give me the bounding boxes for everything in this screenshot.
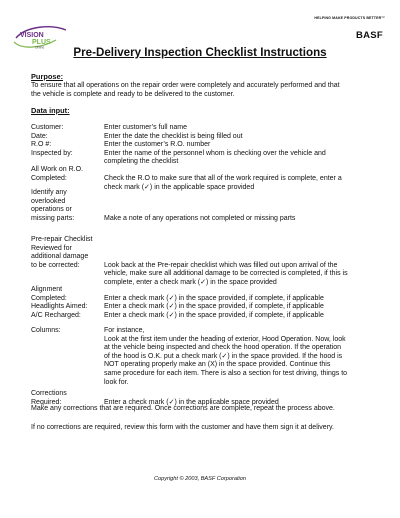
row-description: [104, 150, 378, 167]
row-description-line: [104, 236, 378, 245]
logo-word-online: Online: [35, 45, 45, 50]
row-label: [31, 141, 103, 150]
row-description: [104, 236, 378, 288]
logo-word-vision: VISION: [20, 32, 44, 39]
row-description: [104, 189, 378, 223]
row-description-line: Enter a check mark (✓) in the applicable space provided: [104, 398, 279, 406]
row-description-line: Enter the customer’s R.O. number: [104, 141, 211, 149]
row-label-line: to be corrected:: [31, 261, 80, 269]
row-label-line: Columns:: [31, 327, 61, 334]
closing-line: Make any corrections that are required. Once corrections are complete, repeat the process above.: [31, 405, 335, 412]
row-description-line: [104, 390, 378, 399]
row-description-line: Enter a check mark (✓) in the space provided, if complete, if applicable: [104, 294, 324, 302]
row-label-line: Date:: [31, 132, 48, 140]
row-description-line: Check the R.O to make sure that all of the work required is complete, enter a: [104, 174, 342, 182]
row-label-line: Identify any: [31, 189, 67, 196]
row-label-line: Completed:: [31, 174, 67, 182]
row-label: [31, 166, 103, 183]
row-description-line: Look at the first item under the heading of exterior, Hood Operation. Now, look: [104, 335, 346, 343]
row-description-line: Look back at the Pre-repair checklist which was filled out upon arrival of the: [104, 261, 338, 269]
row-label-line: Completed:: [31, 294, 67, 302]
data-input-heading: Data input:: [31, 106, 70, 115]
row-description: [104, 327, 378, 387]
brand-name: BASF: [355, 30, 383, 41]
row-description-line: look for.: [104, 378, 129, 386]
row-description-line: Make a note of any operations not completed or missing parts: [104, 214, 296, 222]
row-description: [104, 124, 378, 133]
row-description-line: Enter customer’s full name: [104, 124, 187, 131]
row-label-line: additional damage: [31, 253, 89, 261]
row-description-line: Enter a check mark (✓) in the space provided, if complete, if applicable: [104, 311, 324, 319]
row-description-line: [104, 245, 378, 254]
purpose-line: the vehicle is complete and ready to be delivered to the customer.: [31, 91, 235, 98]
purpose-text: [31, 81, 376, 99]
row-description-line: Enter the name of the personnel whom is checking over the vehicle and: [104, 149, 326, 157]
row-description-line: same procedure for each item. There is also a section for test driving, things to: [104, 369, 348, 377]
row-label-line: All Work on R.O.: [31, 166, 83, 174]
copyright-footer: Copyright © 2003, BASF Corporation: [153, 476, 246, 482]
row-label: [31, 189, 103, 223]
row-label-line: overlooked: [31, 197, 66, 205]
row-label-line: missing parts:: [31, 214, 75, 222]
row-label: [31, 133, 103, 142]
row-description: [104, 141, 378, 150]
row-label-line: A/C Recharged:: [31, 311, 81, 319]
row-description-line: complete, enter a check mark (✓) in the space provided: [104, 278, 277, 286]
logo-word-plus: PLUS: [32, 39, 51, 46]
row-description-line: [104, 253, 378, 262]
row-description-line: For instance,: [104, 327, 145, 334]
row-label: [31, 286, 103, 320]
row-label-line: Corrections: [31, 390, 67, 397]
brand-tagline: HELPING MAKE PRODUCTS BETTER™: [314, 16, 385, 20]
row-label-line: R.O #:: [31, 141, 52, 149]
row-description-line: completing the checklist: [104, 158, 179, 166]
row-description-line: NOT operating properly make an (X) in the space provided. Continue this: [104, 361, 331, 369]
closing-line: If no corrections are required, review this form with the customer and have them sign it at delivery.: [31, 424, 334, 431]
row-description-line: of the hood is O.K. put a check mark (✓) in the space provided. If the hood is: [104, 352, 343, 360]
page-title: Pre-Delivery Inspection Checklist Instructions: [73, 46, 327, 59]
row-description-line: at the vehicle being inspected and check the hood operation. If the operation: [104, 344, 342, 352]
row-description-line: Enter the date the checklist is being filled out: [104, 132, 243, 140]
row-description: [104, 286, 378, 320]
row-description-line: [104, 189, 378, 198]
row-label-line: Pre-repair Checklist: [31, 236, 93, 243]
row-label: [31, 124, 103, 133]
row-label-line: operations or: [31, 206, 72, 214]
row-description: [104, 133, 378, 142]
row-description-line: [104, 286, 378, 295]
row-label-line: Headlights Aimed:: [31, 303, 88, 311]
row-label: [31, 150, 103, 159]
row-description-line: check mark (✓) in the applicable space provided: [104, 183, 255, 191]
purpose-heading: Purpose:: [31, 72, 64, 81]
row-description-line: [104, 198, 378, 207]
purpose-line: To ensure that all operations on the repair order were completely and accurately performed and that: [31, 82, 340, 89]
row-description-line: [104, 206, 378, 215]
row-label-line: Reviewed for: [31, 244, 72, 252]
row-label-line: Customer:: [31, 124, 64, 131]
row-description-line: Enter a check mark (✓) in the space provided, if complete, if applicable: [104, 303, 324, 311]
row-label-line: Inspected by:: [31, 149, 73, 157]
row-label-line: Alignment: [31, 286, 63, 293]
row-description-line: [104, 166, 378, 175]
row-description-line: vehicle, make sure all additional damage to be corrected is completed, if this is: [104, 270, 348, 278]
row-label: [31, 236, 103, 270]
row-label-line: Required:: [31, 398, 62, 406]
row-label: [31, 327, 103, 336]
